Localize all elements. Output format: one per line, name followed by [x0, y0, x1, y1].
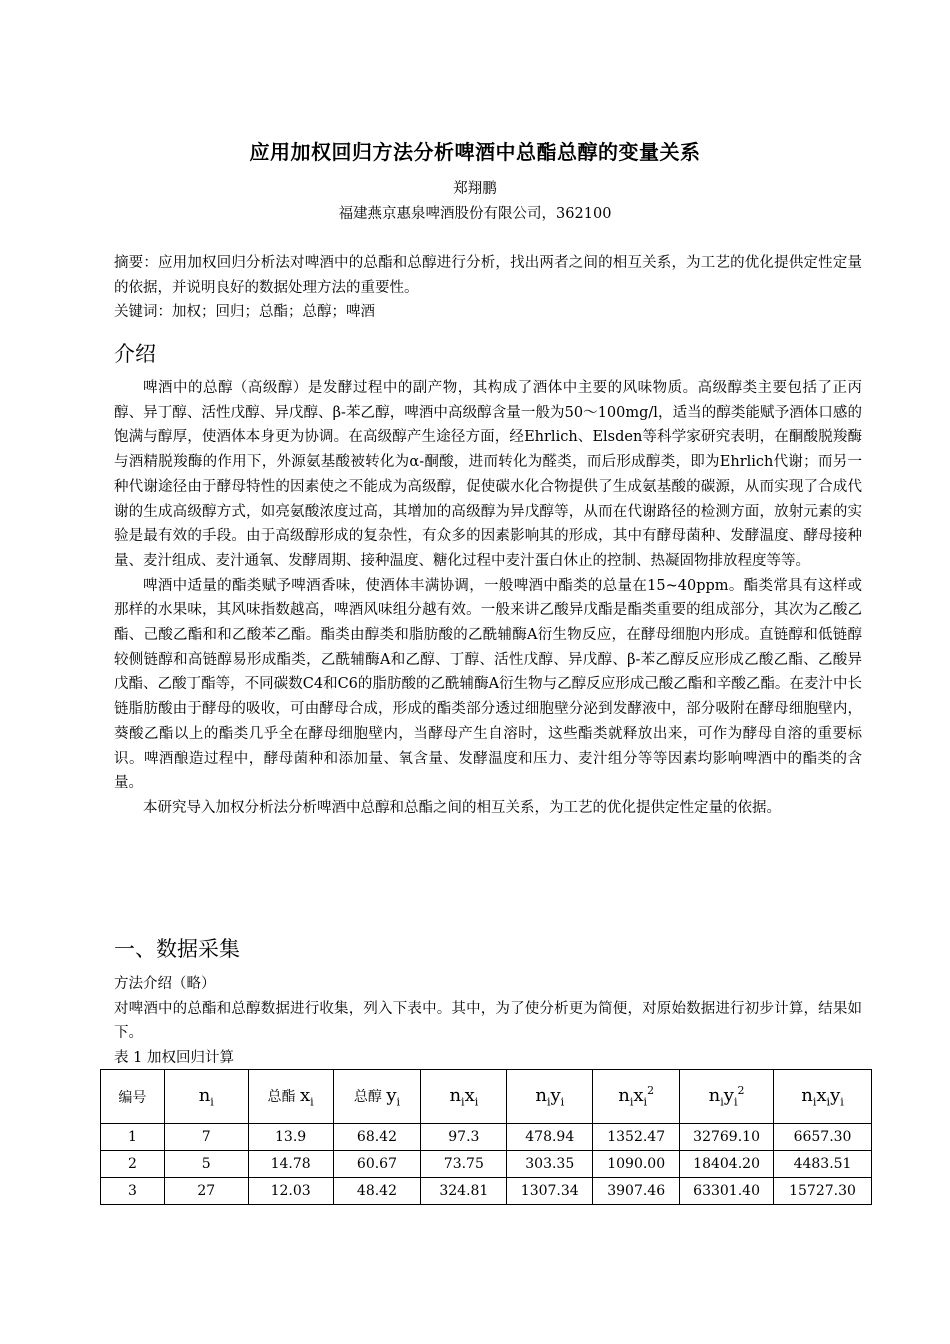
table-cell: 5	[164, 1151, 248, 1178]
table-cell: 18404.20	[680, 1151, 774, 1178]
table-cell: 3907.46	[593, 1178, 680, 1205]
table-row	[101, 1178, 872, 1205]
weighted-regression-table	[100, 1069, 872, 1205]
table-cell: 12.03	[248, 1178, 333, 1205]
section-heading-data: 一、数据采集	[114, 937, 240, 961]
abstract	[114, 251, 862, 300]
table-cell: 73.75	[421, 1151, 507, 1178]
table-cell: 7	[164, 1124, 248, 1151]
intro-body	[114, 376, 862, 821]
section-heading-intro: 介绍	[114, 342, 156, 366]
intro-paragraph: 啤酒中的总醇（高级醇）是发酵过程中的副产物，其构成了酒体中主要的风味物质。高级醇类主要包括了正丙醇、异丁醇、活性戊醇、异戊醇、β-苯乙醇，啤酒中高级醇含量一般为50～100mg/l，适当的醇类能赋予酒体口感的饱满与醇厚，使酒体本身更为协调。在高级醇产生途径方面，经Ehrlich、Elsden等科学家研究表明，在酮酸脱羧酶与酒精脱羧酶的作用下，外源氨基酸被转化为α-酮酸，进而转化为醛类，而后形成醇类，即为Ehrlich代谢；而另一种代谢途径由于酵母特性的因素使之不能成为高级醇，促使碳水化合物提供了生成氨基酸的碳源，从而实现了合成代谢的生成高级醇方式，如亮氨酸浓度过高，其增加的高级醇为异戊醇等，从而在代谢路径的检测方面，放射元素的实验是最有效的手段。由于高级醇形成的复杂性，有众多的因素影响其的形成，其中有酵母菌种、发酵温度、酵母接种量、麦汁组成、麦汁通氧、发酵周期、接种温度、糖化过程中麦汁蛋白休止的控制、热凝固物排放程度等等。	[114, 380, 862, 569]
col-header-nx2: $n_ix_i^2$	[593, 1070, 680, 1124]
table-cell: 303.35	[507, 1151, 593, 1178]
method-note: 方法介绍（略）	[114, 976, 216, 992]
table-row	[101, 1151, 872, 1178]
table-cell: 324.81	[421, 1178, 507, 1205]
data-description: 对啤酒中的总酯和总醇数据进行收集，列入下表中。其中，为了使分析更为简便，对原始数据进行初步计算，结果如下。	[114, 1000, 862, 1042]
table-cell: 478.94	[507, 1124, 593, 1151]
table-cell: 2	[101, 1151, 165, 1178]
table-cell: 68.42	[333, 1124, 421, 1151]
col-header-id: 编号	[101, 1070, 165, 1124]
table-cell: 15727.30	[774, 1178, 872, 1205]
keywords-text: 加权；回归；总酯；总醇；啤酒	[172, 304, 375, 320]
table-header-row	[101, 1070, 872, 1124]
table-cell: 1352.47	[593, 1124, 680, 1151]
author-affiliation: 福建燕京惠泉啤酒股份有限公司，362100	[338, 206, 612, 222]
table-cell: 3	[101, 1178, 165, 1205]
col-header-alcohol-y: 总醇 $y_i$	[333, 1070, 421, 1124]
table-cell: 27	[164, 1178, 248, 1205]
keywords	[114, 300, 862, 325]
col-header-ester-x: 总酯 $x_i$	[248, 1070, 333, 1124]
table-cell: 63301.40	[680, 1178, 774, 1205]
col-header-nxy: $n_ix_iy_i$	[774, 1070, 872, 1124]
table-cell: 48.42	[333, 1178, 421, 1205]
table-cell: 1090.00	[593, 1151, 680, 1178]
col-header-n: $n_i$	[164, 1070, 248, 1124]
table-cell: 14.78	[248, 1151, 333, 1178]
table-cell: 1	[101, 1124, 165, 1151]
abstract-text: 应用加权回归分析法对啤酒中的总酯和总醇进行分析，找出两者之间的相互关系，为工艺的优化提供定性定量的依据，并说明良好的数据处理方法的重要性。	[114, 255, 863, 296]
table-cell: 60.67	[333, 1151, 421, 1178]
col-header-ny2: $n_iy_i^2$	[680, 1070, 774, 1124]
intro-paragraph: 啤酒中适量的酯类赋予啤酒香味，使酒体丰满协调，一般啤酒中酯类的总量在15~40ppm。酯类常具有这样或那样的水果味，其风味指数越高，啤酒风味组分越有效。一般来讲乙酸异戊酯是酯类重要的组成部分，其次为乙酸乙酯、己酸乙酯和和乙酸苯乙酯。酯类由醇类和脂肪酸的乙酰辅酶A衍生物反应，在酵母细胞内形成。直链醇和低链醇较侧链醇和高链醇易形成酯类，乙酰辅酶A和乙醇、丁醇、活性戊醇、异戊醇、β-苯乙醇反应形成乙酸乙酯、乙酸异戊酯、乙酸丁酯等，不同碳数C4和C6的脂肪酸的乙酰辅酶A衍生物与乙醇反应形成己酸乙酯和辛酸乙酯。在麦汁中长链脂肪酸由于酵母的吸收，可由酵母合成，形成的酯类部分透过细胞壁分泌到发酵液中，部分吸附在酵母细胞壁内，葵酸乙酯以上的酯类几乎全在酵母细胞壁内，当酵母产生自溶时，这些酯类就释放出来，可作为酵母自溶的重要标识。啤酒酿造过程中，酵母菌种和添加量、氧含量、发酵温度和压力、麦汁组分等等因素均影响啤酒中的酯类的含量。	[114, 577, 862, 792]
abstract-label: 摘要：	[114, 255, 159, 271]
table-row	[101, 1124, 872, 1151]
table-cell: 6657.30	[774, 1124, 872, 1151]
table-cell: 97.3	[421, 1124, 507, 1151]
data-section-body	[114, 972, 862, 1046]
col-header-nx: $n_ix_i$	[421, 1070, 507, 1124]
col-header-ny: $n_iy_i$	[507, 1070, 593, 1124]
table-cell: 4483.51	[774, 1151, 872, 1178]
author-name: 郑翔鹏	[453, 181, 497, 197]
table-caption: 表 1 加权回归计算	[114, 1050, 234, 1066]
intro-paragraph: 本研究导入加权分析法分析啤酒中总醇和总酯之间的相互关系，为工艺的优化提供定性定量的依据。	[143, 799, 781, 816]
table-cell: 1307.34	[507, 1178, 593, 1205]
keywords-label: 关键词：	[114, 304, 172, 320]
document-title: 应用加权回归方法分析啤酒中总酯总醇的变量关系	[249, 140, 701, 164]
table-cell: 32769.10	[680, 1124, 774, 1151]
table-cell: 13.9	[248, 1124, 333, 1151]
